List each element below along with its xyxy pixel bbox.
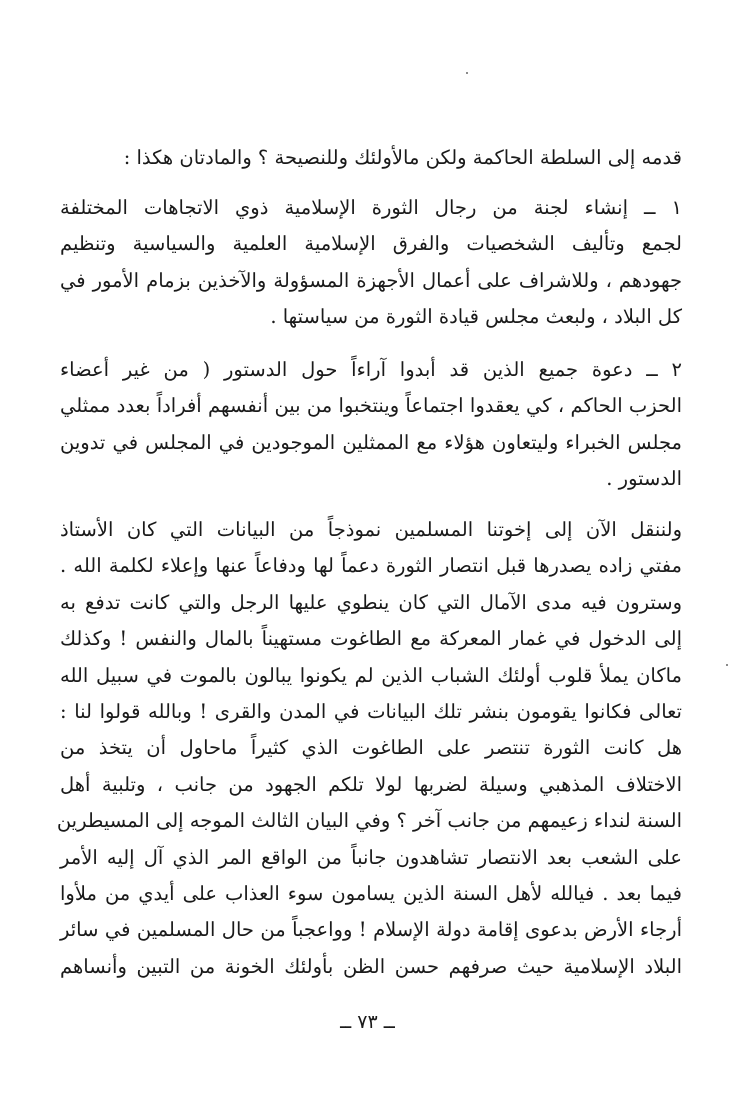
text-line: مجلس الخبراء وليتعاون هؤلاء مع الممثلين الموجودين في المجلس في تدوين <box>60 430 682 454</box>
text-line: ٢ ــ دعوة جميع الذين قد أبدوا آراءاً حول الدستور ( من غير أعضاء <box>60 358 682 381</box>
text-line: جهودهم ، وللاشراف على أعمال الأجهزة المسؤولة والآخذين بزمام الأمور في <box>60 268 682 292</box>
text-line: الدستور . <box>606 467 682 491</box>
text-line: هل كانت الثورة تنتصر على الطاغوت الذي كثيراً ماحاول أن يتخذ من <box>60 736 682 760</box>
text-line: قدمه إلى السلطة الحاكمة ولكن مالأولئك وللنصيحة ؟ والمادتان هكذا : <box>123 146 682 169</box>
text-line: فيما بعد . فيالله لأهل السنة الذين يسامون سوء العذاب على أيدي من ملأوا <box>60 881 682 905</box>
print-speck <box>726 664 728 666</box>
text-line: تعالى فكانوا يقومون بنشر تلك البيانات في المدن والقرى ! وبالله قولوا لنا : <box>60 699 682 723</box>
text-line: مفتي زاده يصدرها قبل انتصار الثورة دعماً لها ودفاعاً عنها وإعلاء لكلمة الله . <box>60 554 682 578</box>
page-number: ــ ٧٣ ــ <box>340 1011 395 1033</box>
text-line: إلى الدخول في غمار المعركة مع الطاغوت مستهيناً بالمال والنفس ! وكذلك <box>60 627 682 651</box>
paragraph-intro <box>60 140 682 176</box>
text-line: ولننقل الآن إلى إخوتنا المسلمين نموذجاً من البيانات التي كان الأستاذ <box>60 518 682 541</box>
text-line: كل البلاد ، ولبعث مجلس قيادة الثورة من سياستها . <box>270 305 682 329</box>
paragraph-statements <box>56 512 682 985</box>
text-line: ١ ــ إنشاء لجنة من رجال الثورة الإسلامية ذوي الاتجاهات المختلفة <box>60 196 682 219</box>
text-line: الاختلاف المذهبي وسيلة لضربها لولا تلكم الجهود من جانب ، وتلبية أهل <box>60 772 682 796</box>
paragraph-article-1 <box>60 190 682 336</box>
paragraph-article-2 <box>60 352 682 498</box>
text-line: ماكان يملأ قلوب أولئك الشباب الذين لم يكونوا يبالون بالموت في سبيل الله <box>60 663 682 687</box>
text-line: أرجاء الأرض بدعوى إقامة دولة الإسلام ! وواعجباً من حال المسلمين في سائر <box>60 918 682 942</box>
print-speck <box>466 72 468 74</box>
text-line: الحزب الحاكم ، كي يعقدوا اجتماعاً وينتخبوا من بين أنفسهم أفراداً بعدد ممثلي <box>60 394 682 418</box>
text-line: البلاد الإسلامية حيث صرفهم حسن الظن بأولئك الخونة من التبين وأنساهم <box>60 954 682 978</box>
text-line: وسترون فيه مدى الآمال التي كان ينطوي عليها الرجل والتي كانت تدفع به <box>60 590 682 614</box>
text-line: السنة لنداء زعيمهم من جانب آخر ؟ وفي البيان الثالث الموجه إلى المسيطرين <box>56 809 682 833</box>
text-line: لجمع وتأليف الشخصيات والفرق الإسلامية العلمية والسياسية وتنظيم <box>60 232 682 256</box>
text-line: على الشعب بعد الانتصار تشاهدون جانباً من الواقع المر الذي آل إليه الأمر <box>60 845 682 869</box>
